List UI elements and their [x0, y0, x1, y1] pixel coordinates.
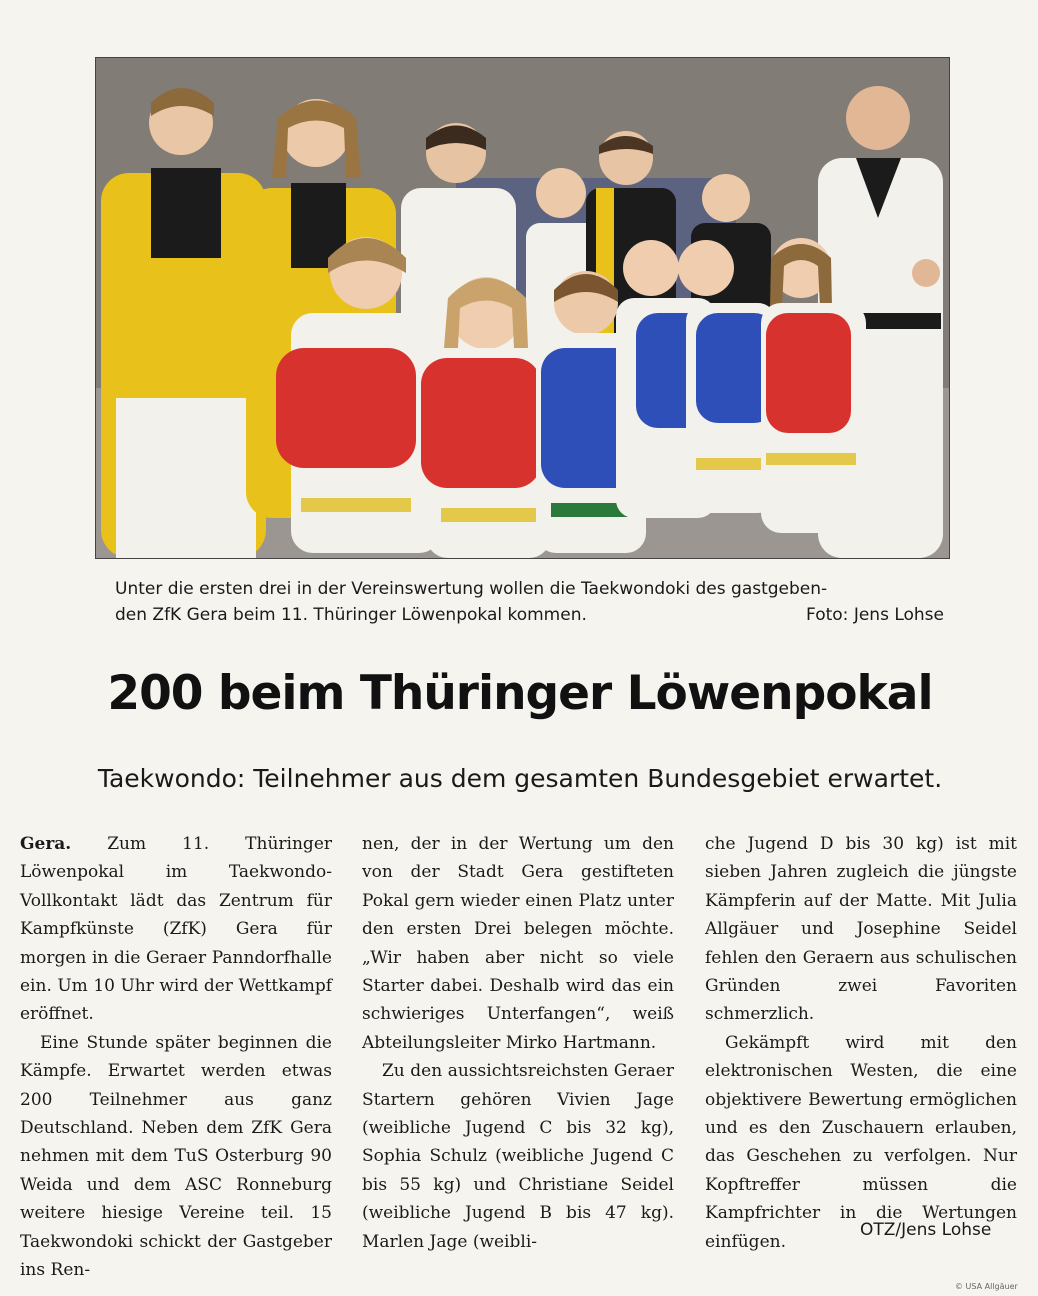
article-paragraph: che Jugend D bis 30 kg) ist mit sieben Jahren zugleich die jüngste Kämpferin auf der Matte. Mit Julia Allgäuer und Josephine Seidel fehlen den Geraern aus schulischen Gründen zwei Favoriten schmerzlich. — [705, 834, 1017, 1025]
article-column-1 — [20, 830, 332, 1285]
dateline: Gera. — [20, 834, 72, 854]
subheadline: Taekwondo: Teilnehmer aus dem gesamten Bundesgebiet erwartet. — [97, 764, 943, 793]
team-photo — [95, 57, 950, 559]
article-paragraph: Gekämpft wird mit den elektronischen Westen, die eine objektivere Bewertung ermöglichen und es den Zuschauern erlauben, das Geschehen zu verfolgen. Nur Kopftreffer müssen die Kampfrichter in die Wertungen einfügen. — [705, 1032, 1017, 1252]
paragraph-text: Zum 11. Thüringer Löwenpokal im Taekwondo-Vollkontakt lädt das Zentrum für Kampfkünste (ZfK) Gera für morgen in die Geraer Panndorfhalle ein. Um 10 Uhr wird der Wettkampf eröffnet. — [20, 834, 333, 1025]
author-credit: OTZ/Jens Lohse — [860, 1220, 992, 1240]
article-paragraph — [20, 830, 332, 1029]
caption-line-1: Unter die ersten drei in der Vereinswertung wollen die Taekwondoki des gastgeben- — [115, 579, 828, 599]
bleed-through-mid — [714, 735, 944, 755]
bleed-through-left — [0, 30, 90, 670]
team-photo-illustration — [96, 58, 949, 558]
article-column-2 — [362, 830, 674, 1256]
article-column-3 — [705, 830, 1017, 1256]
article-paragraph: Zu den aussichtsreichsten Geraer Startern gehören Vivien Jage (weibliche Jugend C bis 32 kg), Sophia Schulz (weibliche Jugend C bis 55 kg) und Christiane Seidel (weibliche Jugend B bis 47 kg). Marlen Jage (weibli- — [362, 1061, 674, 1252]
photo-caption — [115, 576, 950, 628]
headline: 200 beim Thüringer Löwenpokal — [107, 666, 933, 721]
caption-line-2: den ZfK Gera beim 11. Thüringer Löwenpokal kommen. — [115, 605, 587, 625]
copyright-notice: © USA Allgäuer — [955, 1282, 1018, 1291]
photo-credit: Foto: Jens Lohse — [806, 605, 944, 625]
bleed-through-right — [952, 30, 1038, 670]
bleed-through-top — [90, 0, 952, 40]
article-paragraph: Eine Stunde später beginnen die Kämpfe. Erwartet werden etwas 200 Teilnehmer aus ganz Deutschland. Neben dem ZfK Gera nehmen mit dem TuS Osterburg 90 Weida und dem ASC Ronneburg weitere hiesige Vereine teil. 15 Taekwondoki schickt der Gastgeber ins Ren- — [20, 1032, 332, 1281]
article-paragraph: nen, der in der Wertung um den von der Stadt Gera gestifteten Pokal gern wieder einen Platz unter den ersten Drei belegen möchte. „Wir haben aber nicht so viele Starter dabei. Deshalb wird das ein schwieriges Unterfangen“, weiß Abteilungsleiter Mirko Hartmann. — [362, 834, 674, 1053]
